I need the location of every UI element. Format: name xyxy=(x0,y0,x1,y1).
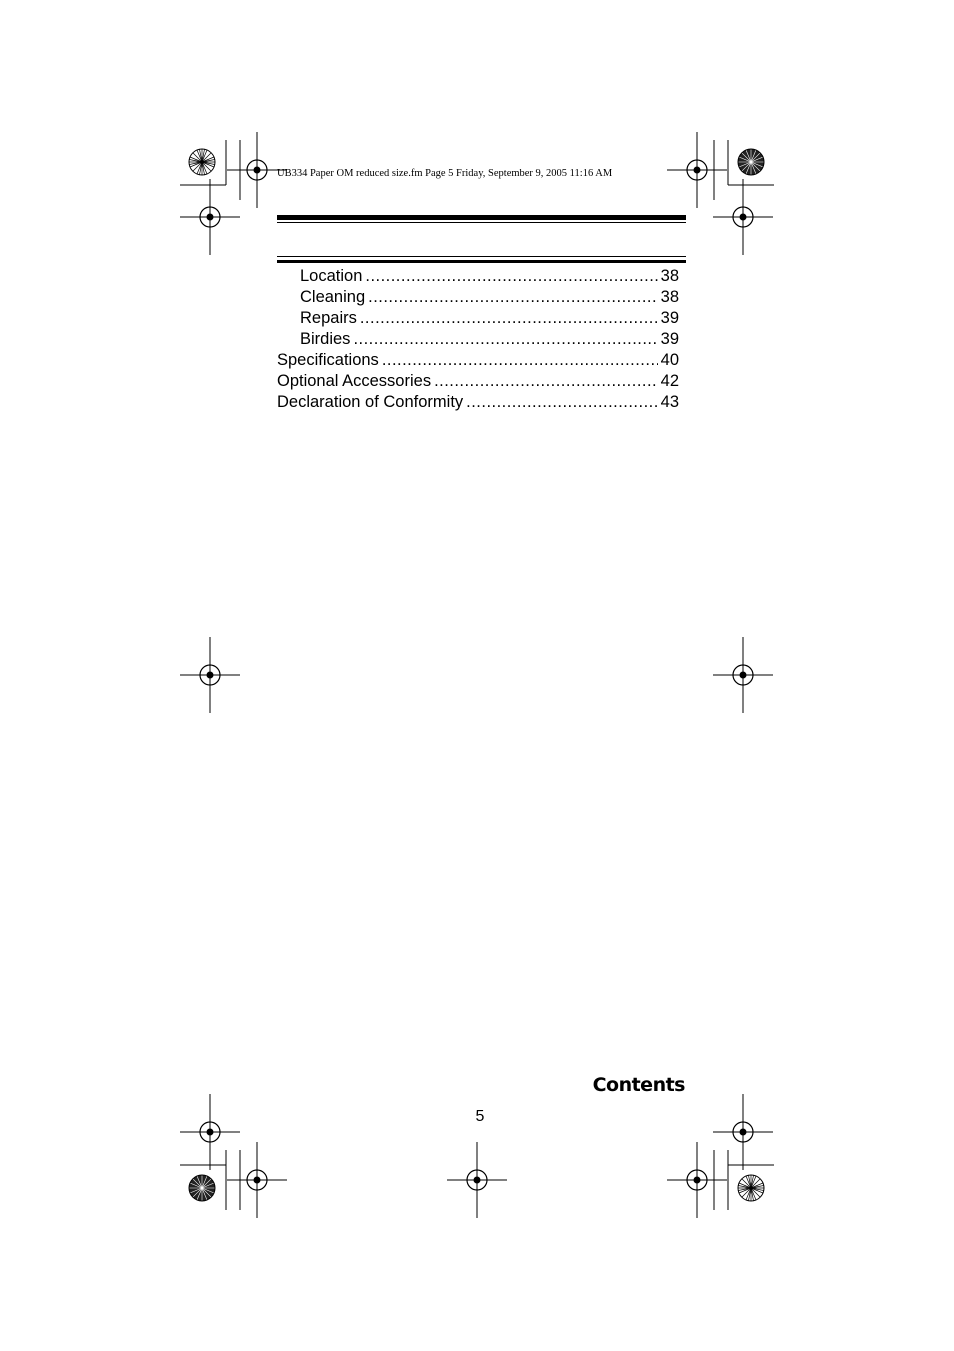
toc-entry-title: Optional Accessories xyxy=(277,372,432,390)
toc-dot-leader xyxy=(466,393,657,412)
toc-entry-page: 42 xyxy=(660,372,679,390)
toc-rule-thin xyxy=(277,256,686,257)
toc-entry-title: Specifications xyxy=(277,351,379,369)
toc-entry-page: 43 xyxy=(660,393,679,411)
section-title: Contents xyxy=(592,1074,685,1096)
toc-entry xyxy=(277,288,679,309)
header-rule-thin xyxy=(277,222,686,223)
file-info-header: UB334 Paper OM reduced size.fm Page 5 Friday, September 9, 2005 11:16 AM xyxy=(277,168,613,179)
toc-entry xyxy=(277,393,679,414)
toc-entry xyxy=(277,267,679,288)
toc-entry-title: Birdies xyxy=(300,330,351,348)
toc-dot-leader xyxy=(365,267,657,286)
toc-entry-page: 38 xyxy=(660,267,679,285)
toc-entry xyxy=(277,372,679,393)
toc-entry-title: Repairs xyxy=(300,309,357,327)
toc-dot-leader xyxy=(360,309,658,328)
toc-entry xyxy=(277,309,679,330)
toc-entry-title: Declaration of Conformity xyxy=(277,393,464,411)
toc-entry xyxy=(277,351,679,372)
table-of-contents xyxy=(277,267,679,414)
header-rule-thick xyxy=(277,215,686,220)
toc-rule-thick xyxy=(277,260,686,263)
toc-dot-leader xyxy=(368,288,658,307)
toc-entry-page: 39 xyxy=(660,309,679,327)
toc-dot-leader xyxy=(382,351,658,370)
toc-entry-page: 38 xyxy=(660,288,679,306)
toc-entry-page: 40 xyxy=(660,351,679,369)
toc-entry xyxy=(277,330,679,351)
page-number: 5 xyxy=(475,1108,485,1125)
toc-entry-page: 39 xyxy=(660,330,679,348)
toc-entry-title: Location xyxy=(300,267,363,285)
toc-entry-title: Cleaning xyxy=(300,288,366,306)
toc-dot-leader xyxy=(353,330,657,349)
toc-dot-leader xyxy=(434,372,658,391)
